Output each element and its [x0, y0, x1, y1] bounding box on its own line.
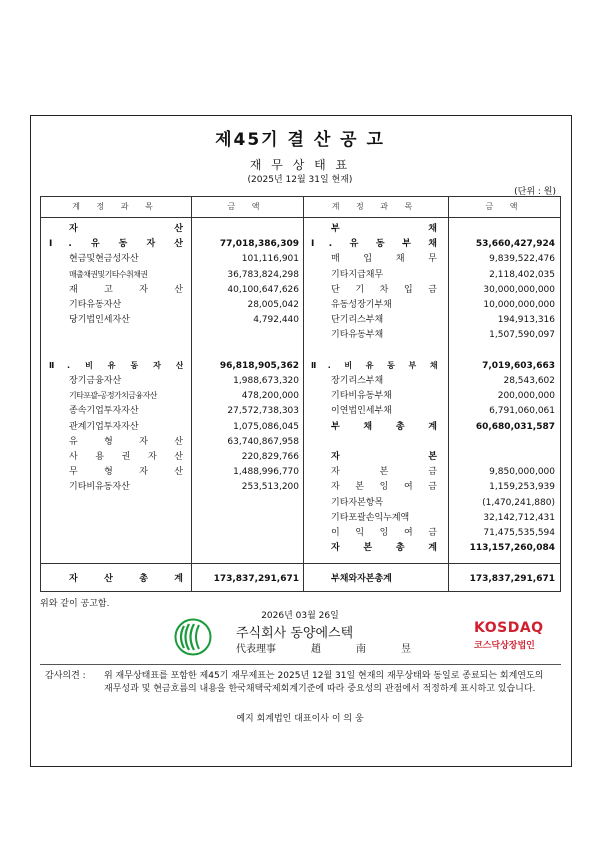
left-account-amount: 40,100,647,626 [227, 284, 299, 295]
total-liab-equity-amount: 173,837,291,671 [469, 574, 555, 584]
left-account-amount: 63,740,867,958 [227, 436, 299, 447]
left-account-amount: 4,792,440 [253, 315, 299, 326]
right-account-amount: 30,000,000,000 [483, 284, 555, 295]
kosdaq-logo: KOSDAQ [474, 620, 544, 636]
left-account-label: 장기금융자산 [69, 376, 122, 386]
left-account-amount: 1,075,086,045 [233, 421, 299, 432]
right-account-amount: 32,142,712,431 [483, 512, 555, 523]
right-account-label: 자 본 총 계 [331, 543, 437, 554]
left-account-label: 자 산 [69, 224, 183, 234]
right-account-amount: 200,000,000 [497, 391, 555, 402]
right-account-label: 자 본 금 [331, 467, 437, 478]
right-account-amount: 10,000,000,000 [483, 300, 555, 310]
left-account-amount: 1,988,673,320 [233, 376, 299, 386]
right-account-amount: 194,913,316 [497, 315, 555, 326]
left-account-amount: 253,513,200 [241, 482, 299, 493]
right-account-label: 기타자본항목 [331, 497, 384, 508]
total-liab-equity-label: 부채와자본총계 [331, 574, 392, 584]
audit-opinion-text: 위 재무상태표를 포함한 제45기 재무제표는 2025년 12월 31일 현재의 재무상태와 동일로 종료되는 회계연도의 재무성과 및 현금흐름의 내용을 한국채택국제회계기준에 따라 중요성의 관점에서 적정하게 표시하고 있습니다. [104, 671, 544, 694]
ceo-name-char: 南 [356, 644, 366, 655]
left-account-label: Ⅰ. 유 동 자 산 [49, 239, 183, 250]
notice-note: 위와 같이 공고함. [40, 599, 110, 609]
right-account-label: 이 익 잉 여 금 [331, 528, 437, 538]
notice-date: 2026년 03월 26일 [261, 611, 339, 621]
unit-label: (단위 : 원) [514, 187, 556, 197]
col-amount-right: 금 액 [485, 202, 525, 211]
company-name: 주식회사 동양에스텍 [236, 626, 354, 641]
left-account-label: 현금및현금성자산 [69, 254, 139, 265]
right-account-amount: 9,839,522,476 [489, 254, 555, 265]
left-account-label: 재 고 자 산 [69, 284, 183, 295]
right-account-label: 이연법인세부채 [331, 406, 392, 417]
company-logo-icon [174, 618, 212, 656]
kosdaq-label: 코스닥상장법인 [474, 641, 535, 651]
right-account-amount: 1,507,590,097 [489, 330, 555, 341]
col-divider [448, 197, 449, 591]
right-account-label: 매 입 채 무 [331, 254, 437, 265]
left-account-amount: 28,005,042 [247, 300, 299, 310]
left-account-label: 사 용 권 자 산 [69, 452, 183, 462]
right-account-label: 자 본 [331, 452, 437, 462]
right-account-label: 단기리스부채 [331, 315, 384, 326]
left-account-amount: 478,200,000 [241, 391, 299, 402]
right-account-label: 기타비유동부채 [331, 391, 392, 402]
audit-opinion-label: 감사의견 : [45, 671, 86, 681]
right-account-amount: 1,159,253,939 [489, 482, 555, 493]
right-account-amount: 71,475,535,594 [483, 528, 555, 538]
left-account-label: 기타유동자산 [69, 300, 122, 310]
left-account-label: 유 형 자 산 [69, 436, 183, 447]
right-account-amount: 53,660,427,924 [475, 239, 555, 250]
ceo-title: 代表理事 [236, 644, 276, 655]
left-account-label: 관계기업투자자산 [69, 421, 139, 432]
statement-date: (2025년 12월 31일 현재) [247, 175, 353, 185]
left-account-label: Ⅱ. 비 유 동 자 산 [49, 360, 183, 370]
right-account-label: 유동성장기부채 [331, 300, 392, 310]
left-account-label: 무 형 자 산 [69, 467, 183, 478]
right-account-amount: 28,543,602 [503, 376, 555, 386]
right-account-label: 단 기 차 입 금 [331, 284, 437, 295]
col-account-left: 계 정 과 목 [72, 202, 160, 211]
left-account-amount: 77,018,386,309 [219, 239, 299, 250]
right-account-amount: 6,791,060,061 [489, 406, 555, 417]
left-account-label: 종속기업투자자산 [69, 406, 139, 417]
table-header [41, 197, 560, 218]
left-account-label: 기타포괄-공정가치금융자산 [69, 391, 157, 401]
left-account-amount: 27,572,738,303 [227, 406, 299, 417]
left-account-amount: 220,829,766 [241, 452, 299, 462]
right-account-label: 부 채 [331, 224, 437, 234]
right-account-amount: 7,019,603,663 [482, 360, 555, 371]
right-account-amount: (1,470,241,880) [482, 497, 555, 508]
right-account-amount: 60,680,031,587 [475, 421, 555, 432]
ceo-name-char: 昱 [401, 644, 411, 655]
left-account-amount: 1,488,996,770 [233, 467, 299, 478]
left-account-label: 당기법인세자산 [69, 315, 130, 326]
auditor-signature: 예지 회계법인 대표이사 이 의 웅 [236, 714, 364, 724]
total-divider [41, 563, 560, 564]
right-account-label: Ⅱ. 비 유 동 부 채 [311, 360, 437, 370]
left-account-amount: 101,116,901 [241, 254, 299, 265]
total-assets-label: 자 산 총 계 [69, 574, 183, 584]
right-account-label: 기타지급채무 [331, 269, 384, 280]
divider [40, 664, 561, 665]
total-assets-amount: 173,837,291,671 [213, 574, 299, 584]
left-account-label: 매출채권및기타수취채권 [69, 269, 148, 279]
right-account-amount: 9,850,000,000 [489, 467, 555, 478]
col-account-right: 계 정 과 목 [331, 202, 420, 211]
col-divider [303, 197, 304, 591]
statement-title: 재 무 상 태 표 [249, 158, 351, 172]
left-account-amount: 36,783,824,298 [227, 269, 299, 280]
left-account-amount: 96,818,905,362 [219, 360, 299, 371]
notice-title: 제45기 결 산 공 고 [215, 130, 385, 150]
right-account-label: Ⅰ. 유 동 부 채 [311, 239, 437, 250]
right-account-label: 부 채 총 계 [331, 421, 437, 432]
right-account-label: 기타유동부채 [331, 330, 384, 341]
left-account-label: 기타비유동자산 [69, 482, 130, 493]
balance-sheet-table [40, 196, 561, 592]
ceo-name [236, 640, 411, 655]
right-account-amount: 2,118,402,035 [489, 269, 555, 280]
right-account-label: 자 본 잉 여 금 [331, 482, 437, 493]
col-divider [191, 197, 192, 591]
right-account-label: 기타포괄손익누계액 [331, 512, 410, 523]
right-account-amount: 113,157,260,084 [469, 543, 555, 554]
col-amount-left: 금 액 [227, 202, 267, 211]
ceo-name-char: 趙 [311, 644, 321, 655]
right-account-label: 장기리스부채 [331, 376, 384, 386]
